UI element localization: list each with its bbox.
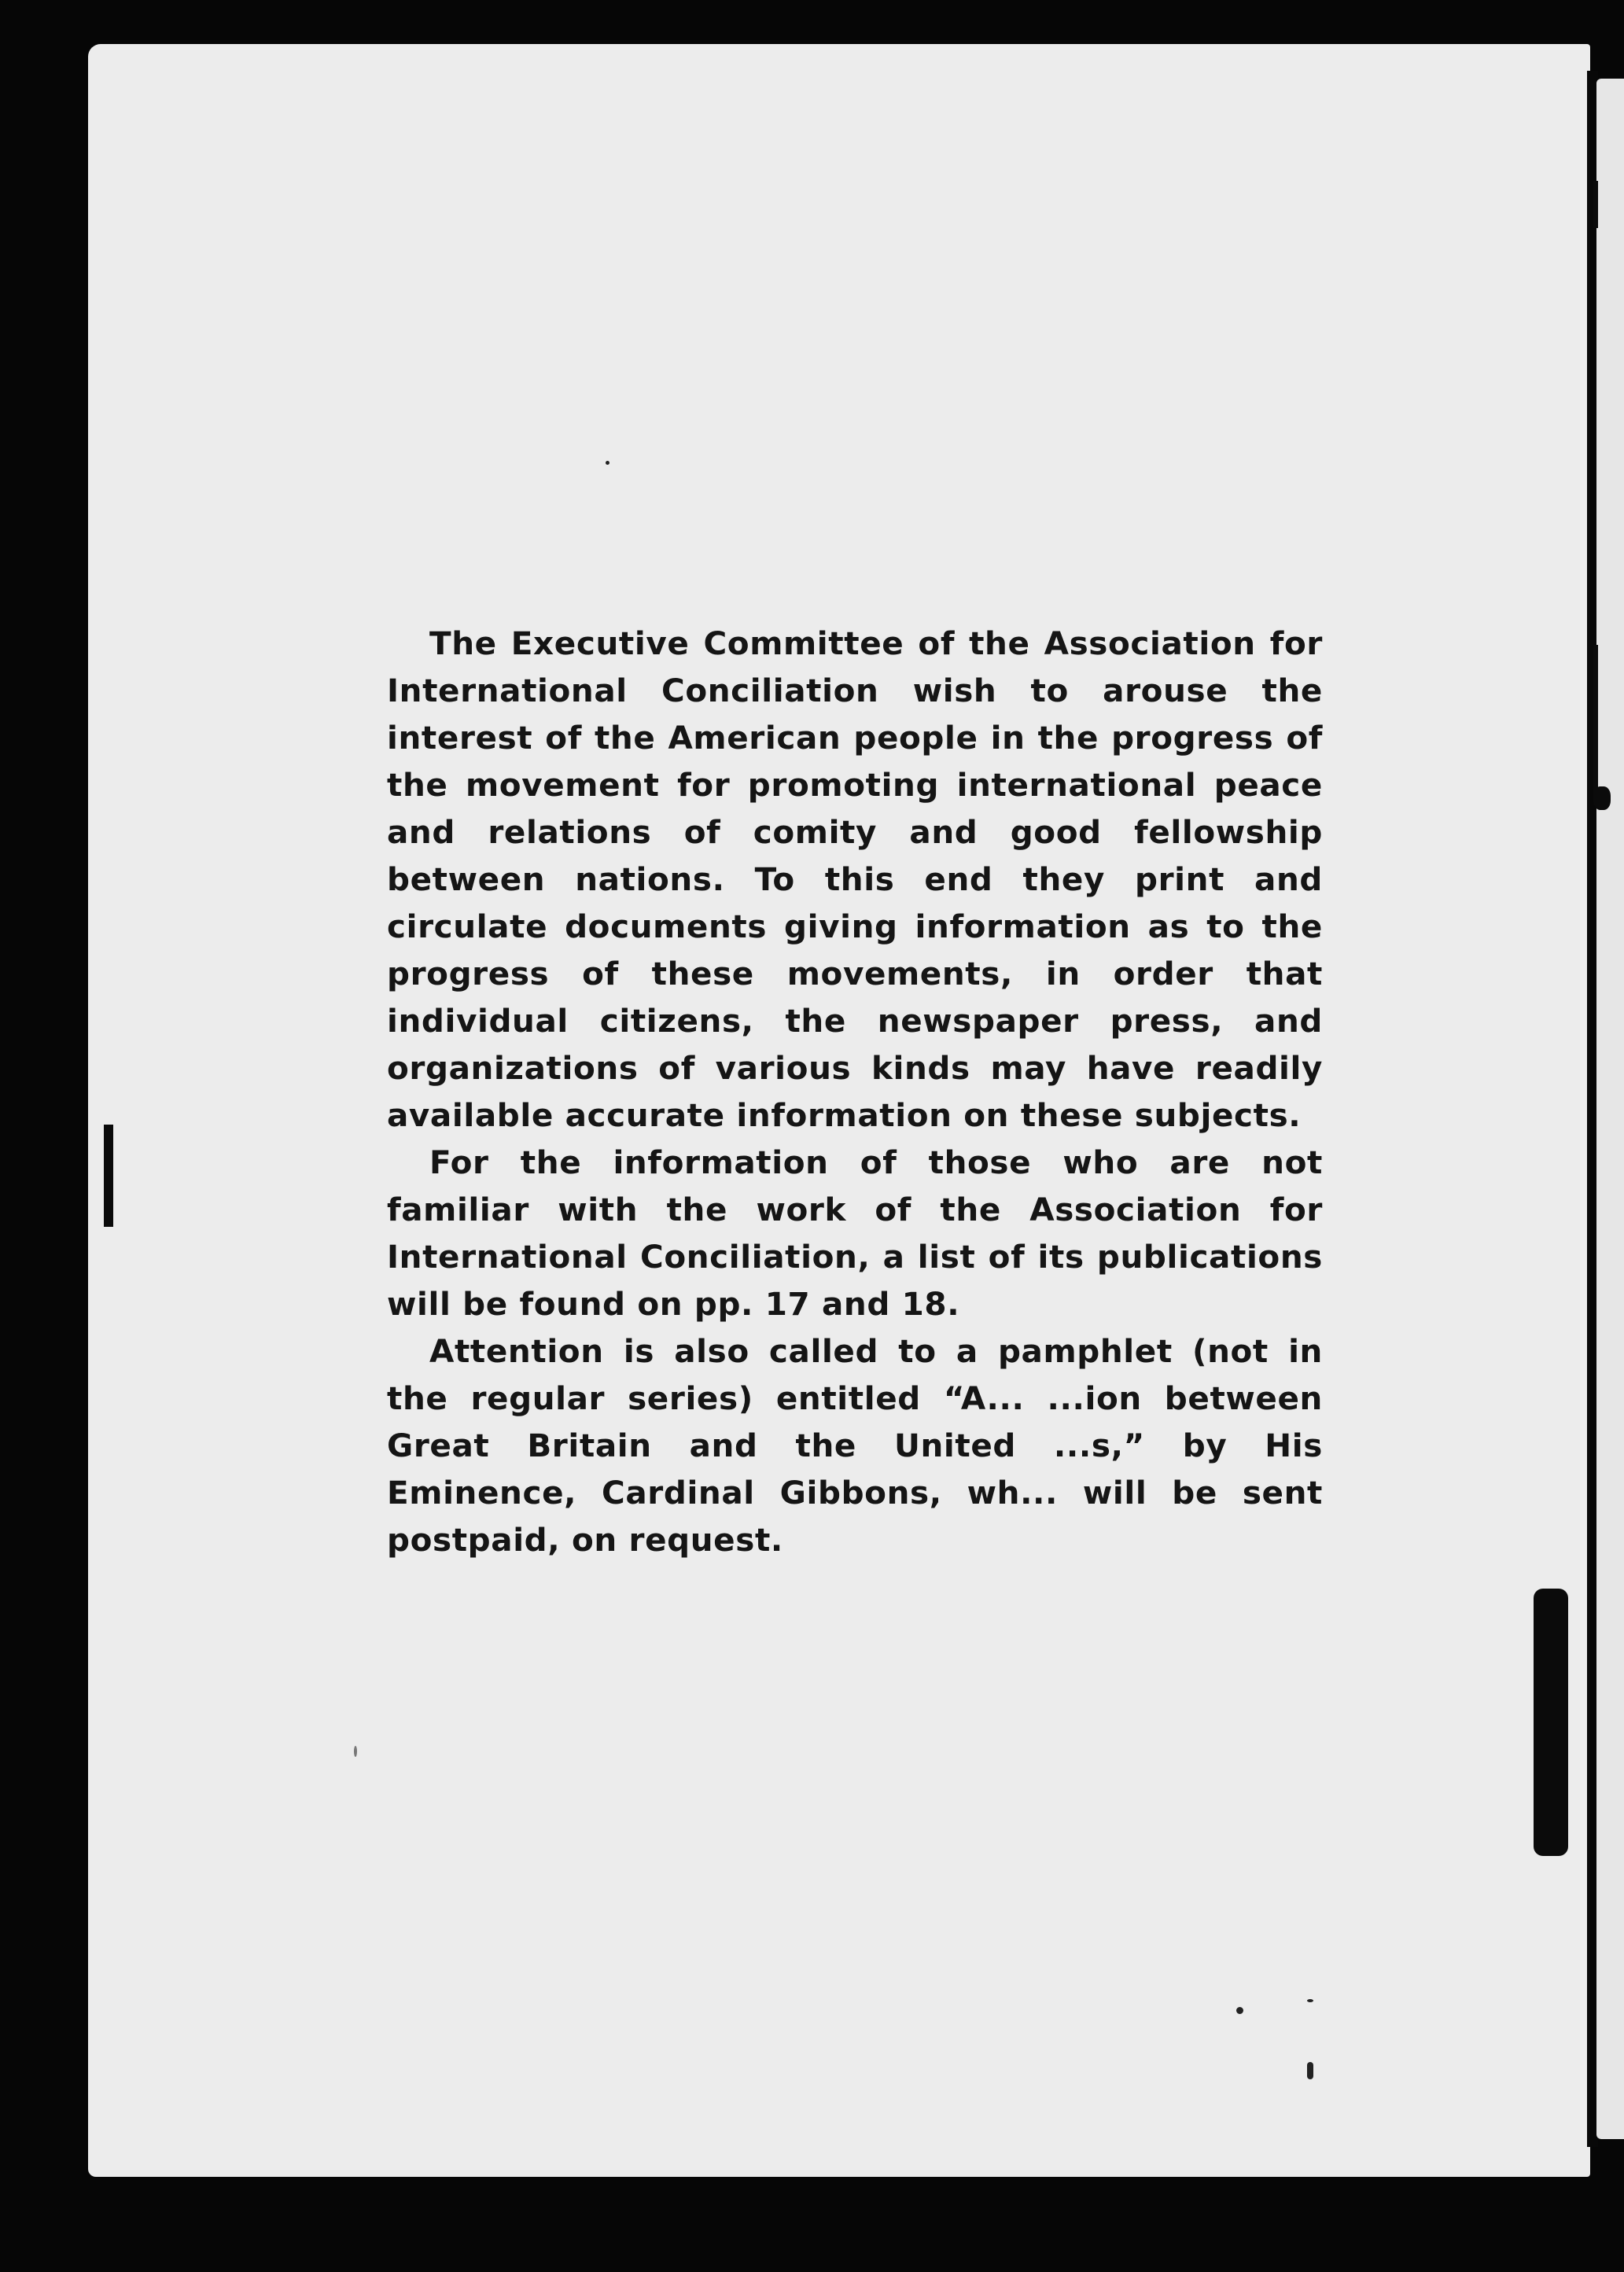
scan-speck	[606, 461, 609, 465]
scan-speck	[354, 1746, 357, 1757]
body-text	[387, 620, 1323, 1563]
scan-speck	[1307, 1999, 1313, 2002]
edge-mark	[1534, 1589, 1568, 1856]
paragraph-publications-list: For the information of those who are not familiar with the work of the Association for International Conciliation, a list of its publications will be found on pp. 17 and 18.	[387, 1143, 1323, 1323]
scan-speck	[1236, 2007, 1243, 2014]
scan-speck	[1307, 2062, 1313, 2079]
edge-mark	[1593, 181, 1598, 228]
edge-mark	[1593, 645, 1598, 802]
paragraph-pamphlet-notice: Attention is also called to a pamphlet (not in the regular series) entitled “A... ...ion between Great Britain and the United ...s,” by His Eminence, Cardinal Gibbons, wh... will be sent postpaid, on request.	[387, 1332, 1323, 1559]
paragraph-executive-committee: The Executive Committee of the Association for International Conciliation wish to arouse the interest of the American people in the progress of the movement for promoting international peace and relations of comity and good fellowship between nations. To this end they print and circulate documents giving information as to the progress of these movements, in order that individual citizens, the newspaper press, and organizations of various kinds may have readily available accurate information on these subjects.	[387, 624, 1323, 1134]
page-edge-shadow	[104, 1125, 113, 1227]
adjacent-page-edge	[1596, 79, 1624, 2139]
